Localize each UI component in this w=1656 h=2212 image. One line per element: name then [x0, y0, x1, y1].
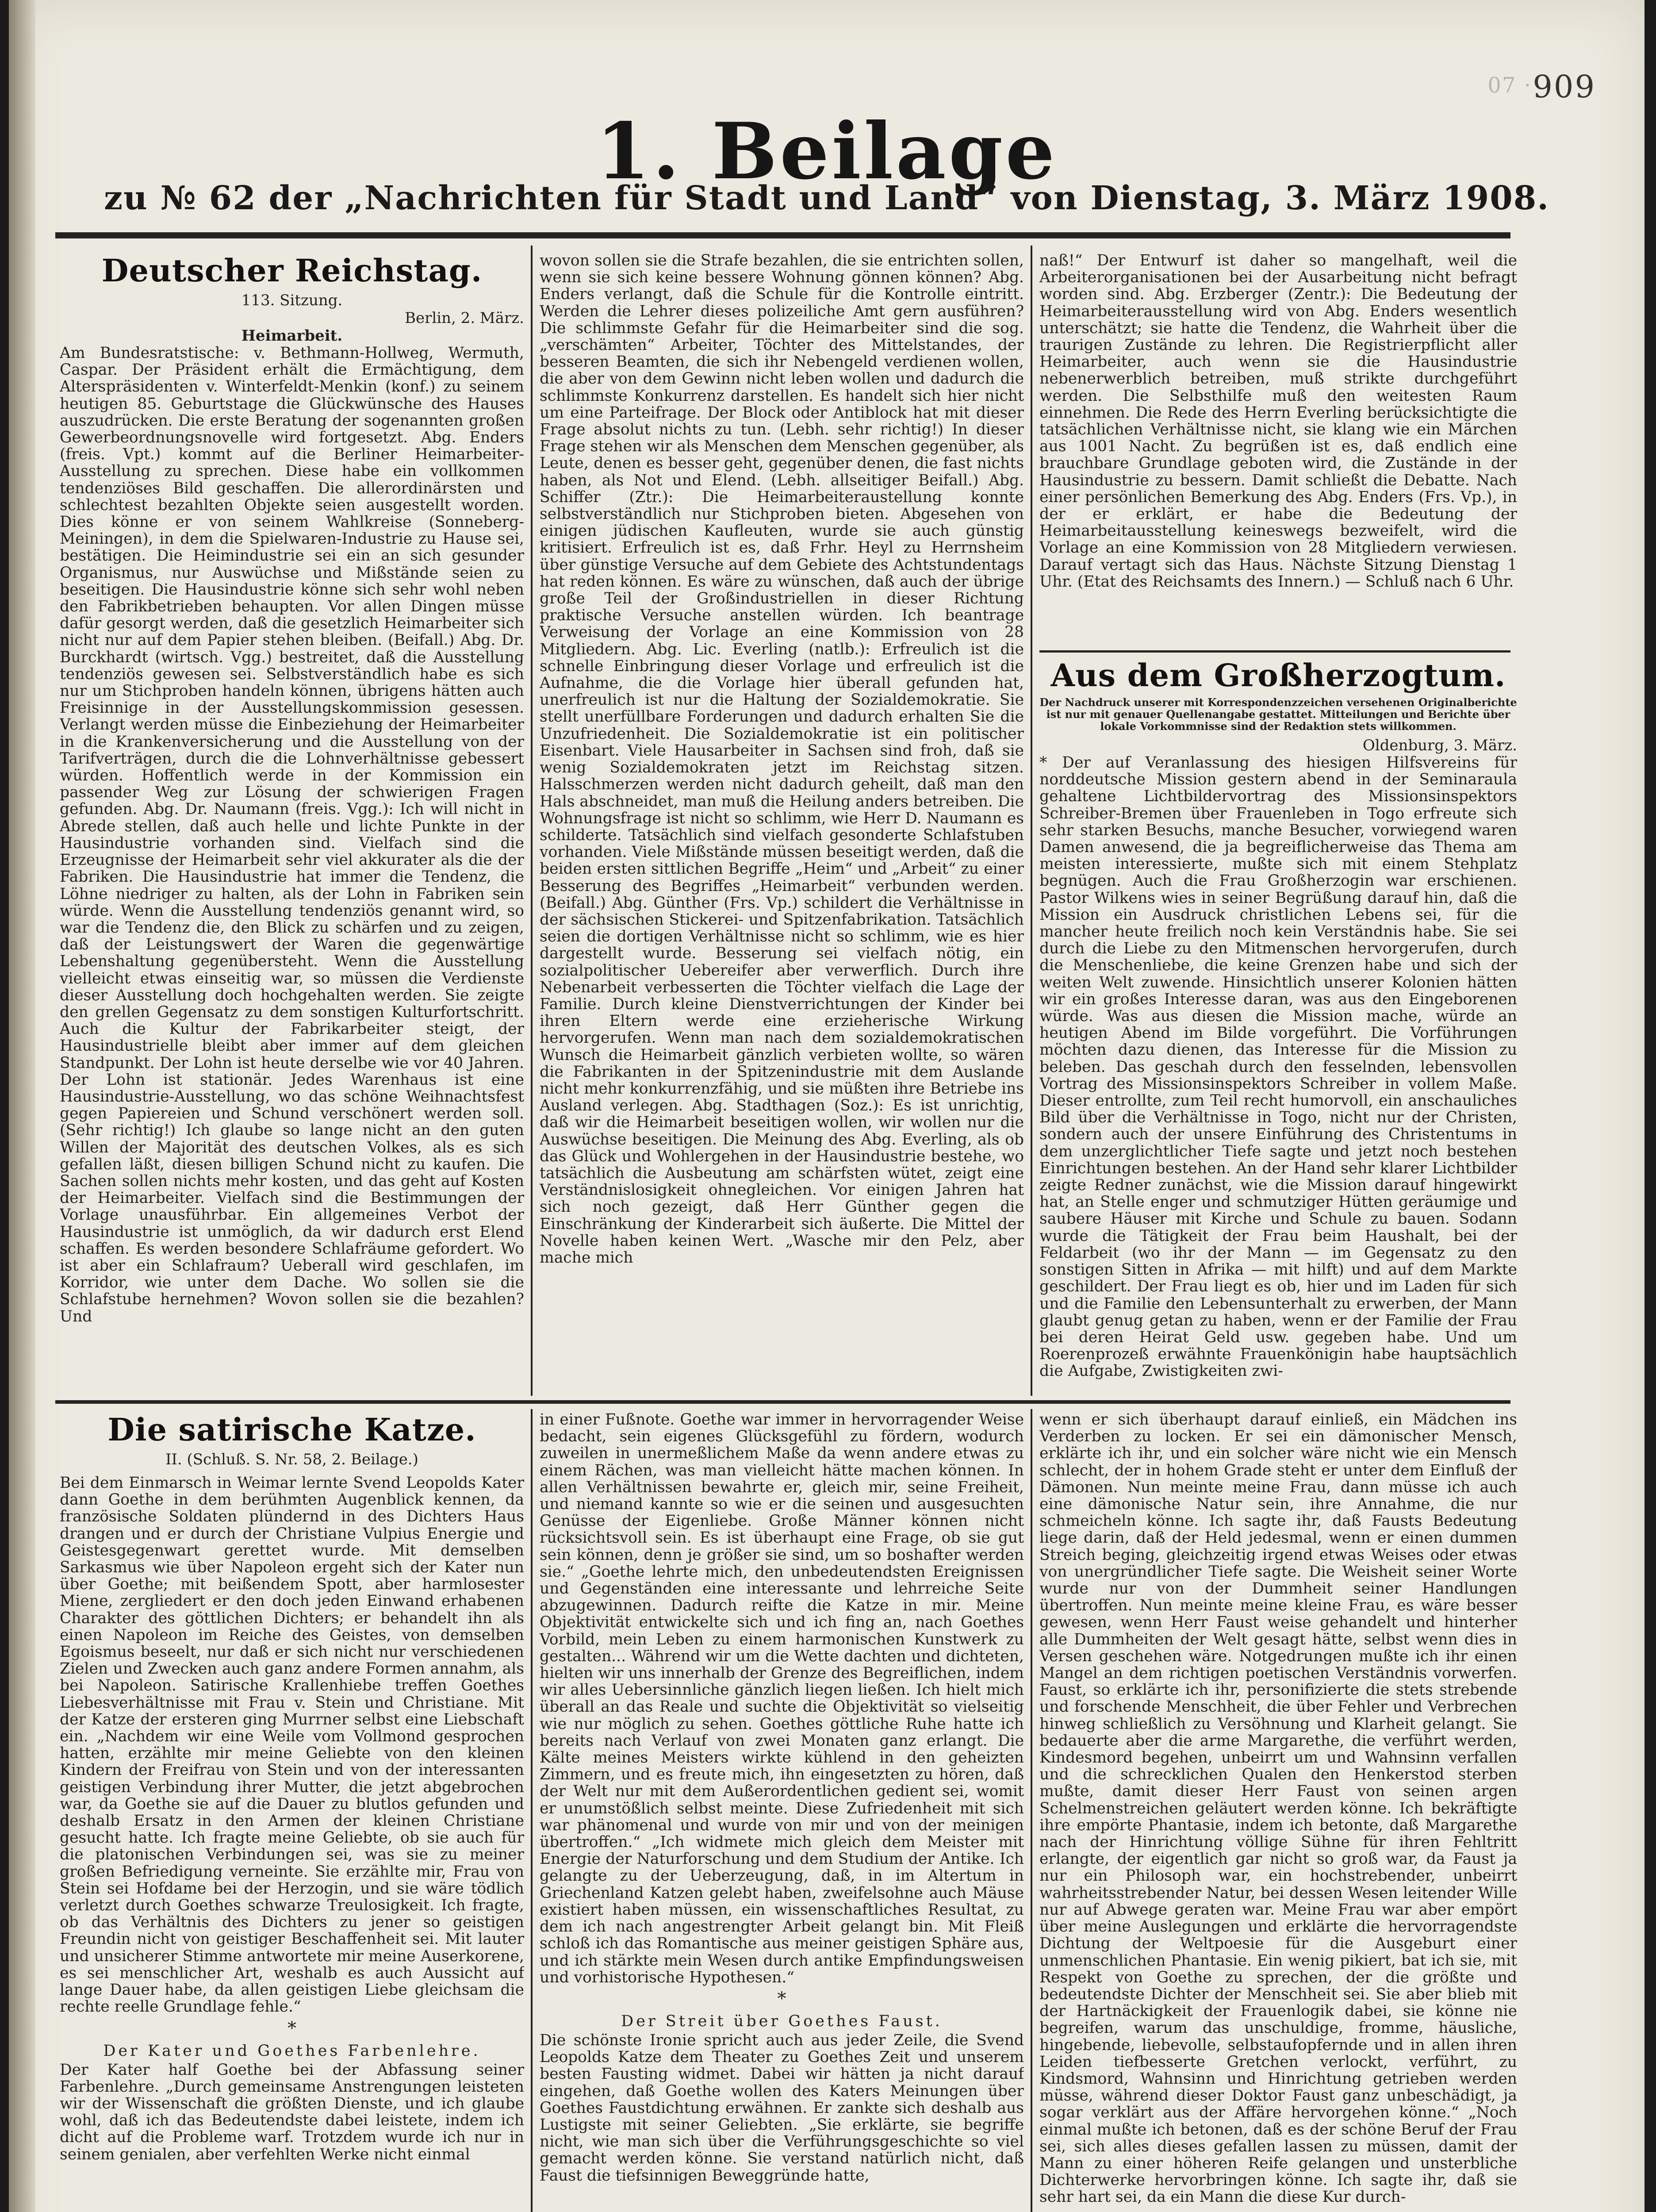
- section-asterisk: *: [288, 2018, 296, 2039]
- column-divider: [1031, 1409, 1032, 2212]
- article-text: Die schönste Ironie spricht auch aus jeder Zeile, die Svend Leopolds Katze dem Theater zu Goethes Zeit und unserem besten Fausting widmet. Dabei wir hätten ja nicht darauf eingehen, daß Goethe wollen des Katers Meinungen über Goethes Faustdichtung erwähnen. Er zankte sich deshalb aus Lustigste mit seiner Geliebten. „Sie erklärte, sie begriffe nicht, wie man sich über die Verführungsgeschichte so viel gemacht werden könne. Sie verstand natürlich nicht, daß Faust die tiefsinnigen Beweggründe hatte,: [540, 2031, 1024, 2185]
- session-label: 113. Sitzung.: [241, 292, 343, 309]
- supplement-title: 1. Beilage: [596, 106, 1058, 197]
- article-text: naß!“ Der Entwurf ist daher so mangelhaft, weil die Arbeiterorganisationen bei der Ausarbeitung nicht befragt worden sind. Abg. Erzberger (Zentr.): Die Bedeutung der Heimarbeiterausstellung wird von Abg. Enders wesentlich unterschätzt; sie hatte die Tendenz, die Wahrheit über die traurigen Zustände zu lehren. Die Registrierpflicht aller Heimarbeiter, auch wenn sie die Hausindustrie nebenerwerblich betreiben, muß strikte durchgeführt werden. Die Selbsthilfe muß den weitesten Raum einnehmen. Die Rede des Herrn Everling berücksichtigte die tatsächlichen Verhältnisse nicht, sie klang wie ein Märchen aus 1001 Nacht. Zu begrüßen ist es, daß endlich eine brauchbare Grundlage geboten wird, die Zustände in der Hausindustrie zu bessern. Damit schließt die Debatte. Nach einer persönlichen Bemerkung des Abg. Enders (Frs. Vp.), in der er erklärt, er habe die Bedeutung der Heimarbeitausstellung keineswegs bezweifelt, wird die Vorlage an eine Kommission von 28 Mitgliedern verwiesen. Darauf vertagt sich das Haus. Nächste Sitzung Dienstag 1 Uhr. (Etat des Reichsamts des Innern.) — Schluß nach 6 Uhr.: [1039, 252, 1517, 591]
- subheading: Der Streit über Goethes Faust.: [621, 2012, 943, 2030]
- article-text: wovon sollen sie die Strafe bezahlen, die sie entrichten sollen, wenn sie sich keine bessere Wohnung gönnen können? Abg. Enders verlangt, daß die Schule für die Kontrolle eintritt. Werden die Lehrer dieses polizeiliche Amt gern ausführen? Die schlimmste Gefahr für die Heimarbeiter sind die sog. „verschämten“ Arbeiter, Töchter des Mittelstandes, der besseren Beamten, die sich ihr Nebengeld verdienen wollen, die aber von dem Gewinn nicht leben wollen und dadurch die schlimmste Konkurrenz darstellen. Es handelt sich hier nicht um eine Parteifrage. Der Block oder Antiblock hat mit dieser Frage absolut nichts zu tun. (Lebh. sehr richtig!) In dieser Frage stehen wir als Menschen dem Menschen gegenüber, als Leute, denen es besser geht, gegenüber denen, die fast nichts haben, als Not und Elend. (Lebh. allseitiger Beifall.) Abg. Schiffer (Ztr.): Die Heimarbeiteraustellung konnte selbstverständlich nur Stichproben bieten. Abgesehen von einigen jüdischen Kaufleuten, wurde sie auch günstig kritisiert. Erfreulich ist es, daß Frhr. Heyl zu Herrnsheim über günstige Versuche auf dem Gebiete des Achtstundentags hat reden können. Es wäre zu wünschen, daß auch der übrige große Teil der Großindustriellen in dieser Richtung praktische Versuche anstellen würden. Ich beantrage Verweisung der Vorlage an eine Kommission von 28 Mitgliedern. Abg. Lic. Everling (natlb.): Erfreulich ist die schnelle Einbringung dieser Vorlage und erfreulich ist die Aufnahme, die die Vorlage hier überall gefunden hat, unerfreulich ist nur die Haltung der Sozialdemokratie. Sie stellt unerfüllbare Forderungen und dadurch erhalten Sie die Unzufriedenheit. Die Sozialdemokratie ist ein politischer Eisenbart. Viele Hausarbeiter in Sachsen sind froh, daß sie wenig Sozialdemokraten jetzt im Reichstag sitzen. Halsschmerzen werden nicht dadurch geheilt, daß man den Hals abschneidet, man muß die Heilung anders betreiben. Die Wohnungsfrage ist nicht so schlimm, wie Herr D. Naumann es schilderte. Tatsächlich sind vielfach gesonderte Schlafstuben vorhanden. Viele Mißstände müssen beseitigt werden, daß die beiden ersten sittlichen Begriffe „Heim“ und „Arbeit“ zu einer Besserung des Begriffes „Heimarbeit“ verbunden werden. (Beifall.) Abg. Günther (Frs. Vp.) schildert die Verhältnisse in der sächsischen Stickerei- und Spitzenfabrikation. Tatsächlich seien die dortigen Verhältnisse nicht so schlimm, wie es hier dargestellt wurde. Besserung sei vielfach nötig, ein sozialpolitischer Uebereifer aber verwerflich. Durch ihre Nebenarbeit verbesserten die Töchter vielfach die Lage der Familie. Durch kleine Dienstverrichtungen der Kinder bei ihren Eltern werde eine erzieherische Wirkung hervorgerufen. Wenn man nach dem sozialdemokratischen Wunsch die Heimarbeit gänzlich verbieten wollte, so wären die Fabrikanten in der Spitzenindustrie mit dem Auslande nicht mehr konkurrenzfähig, und sie müßten ihre Betriebe ins Ausland verlegen. Abg. Stadthagen (Soz.): Es ist unrichtig, daß wir die Heimarbeit beseitigen wollen, wir wollen nur die Auswüchse beseitigen. Die Meinung des Abg. Everling, als ob das Glück und Wohlergehen in der Hausindustrie bestehe, wo tatsächlich die Ausbeutung am schärfsten wütet, zeigt eine Verständnislosigkeit ohnegleichen. Vor einigen Jahren hat sich noch gezeigt, daß Herr Günther gegen die Einschränkung der Kinderarbeit sich äußerte. Die Mittel der Novelle haben keinen Wert. „Wasche mir den Pelz, aber mache mich: [540, 252, 1024, 1267]
- subheading: Der Kater und Goethes Farbenlehre.: [103, 2042, 481, 2060]
- column-divider: [531, 246, 533, 1396]
- katze-column-2: [540, 1411, 1024, 2212]
- katze-column-1: [60, 1411, 524, 2212]
- archive-stamp: 07 ·: [1487, 73, 1532, 98]
- supplement-subtitle: zu № 62 der „Nachrichten für Stadt und Land“ von Dienstag, 3. März 1908.: [104, 179, 1549, 217]
- page-number: 909: [1533, 69, 1596, 105]
- grossherzogtum-column: [1039, 657, 1517, 1389]
- section-asterisk: *: [777, 1988, 786, 2009]
- article-text: Bei dem Einmarsch in Weimar lernte Svend Leopolds Kater dann Goethe in dem berühmten Augenblick kennen, da französische Soldaten plündernd in des Dichters Haus drangen und er durch der Christiane Vulpius Energie und Geistesgegenwart gerettet wurde. Mit demselben Sarkasmus wie über Napoleon ergeht sich der Kater nun über Goethe; mit beißendem Spott, aber harmlosester Miene, zergliedert er den doch jeden Einwand erhabenen Charakter des göttlichen Dichters; er behandelt ihn als einen Napoleon im Reiche des Geistes, von demselben Egoismus beseelt, nur daß er sich nicht nur verschiedenen Zielen und Zwecken auch ganz andere Formen annahm, als bei Napoleon. Satirische Krallenhiebe treffen Goethes Liebesverhältnisse mit Frau v. Stein und Christiane. Mit der Katze der ersteren ging Murrner selbst eine Liebschaft ein. „Nachdem wir eine Weile vom Vollmond gesprochen hatten, erzählte mir meine Geliebte von den kleinen Kindern der Freifrau von Stein und von der interessanten geistigen Verbindung ihrer Mutter, die jetzt abgebrochen war, da Goethe sie auf die Dauer zu blutlos gefunden und deshalb Ersatz in den Armen der kleinen Christiane gesucht hatte. Ich fragte meine Geliebte, ob sie auch für die platonischen Verbindungen sei, was sie zu meiner großen Befriedigung verneinte. Sie erzählte mir, Frau von Stein sei Hofdame bei der Herzogin, und sie wäre tödlich verletzt durch Goethes schwarze Treulosigkeit. Ich fragte, ob das Verhältnis des Dichters zu jener so geistigen Freundin nicht von geistiger Beschaffenheit sei. Mit lauter und unsicherer Stimme antwortete mir meine Auserkorene, es sei menschlicher Art, weshalb es auch Aussicht auf lange Dauer habe, da allen geistigen Liebe gleichsam die rechte reelle Grundlage fehle.“: [60, 1474, 524, 2016]
- grossherzogtum-heading: Aus dem Großherzogtum.: [1050, 657, 1506, 694]
- reichstag-column-1: [60, 252, 524, 1389]
- reichstag-heading: Deutscher Reichstag.: [101, 252, 483, 289]
- column-divider: [1031, 246, 1032, 1396]
- article-text: in einer Fußnote. Goethe war immer in hervorragender Weise bedacht, sein eigenes Glücksgefühl zu fördern, wodurch zuweilen in unermeßlichem Maße da wenn andere etwas zu einem Rächen, was man vielleicht hätte machen können. In allen Verhältnissen bewahrte er, gleich mir, seine Freiheit, und niemand kannte so wie er die seinen und ausgesuchten Genüsse der Eigenliebe. Große Männer können nicht rücksichtsvoll sein. Es ist überhaupt eine Frage, ob sie gut sein können, denn je größer sie sind, um so boshafter werden sie.“ „Goethe lehrte mich, den unbedeutendsten Ereignissen und Gegenständen eine interessante und lehrreiche Seite abzugewinnen. Dadurch reifte die Katze in mir. Meine Objektivität entwickelte sich und ich fing an, nach Goethes Vorbild, mein Leben zu einem harmonischen Kunstwerk zu gestalten... Während wir um die Wette dachten und dichteten, hielten wir uns innerhalb der Grenze des Begreiflichen, indem wir alles Uebersinnliche gänzlich liegen ließen. Ich hielt mich überall an das Reale und suchte die Objektivität so vielseitig wie nur möglich zu sehen. Goethes göttliche Ruhe hatte ich bereits nach Verlauf von zwei Monaten ganz erlangt. Die Kälte meines Meisters wirkte kühlend in den geheizten Zimmern, und es freute mich, ihn eingesetzten zu hören, daß der Welt nur mit dem Außerordentlichen gedient sei, womit er unumstößlich selbst meinte. Diese Zufriedenheit mit sich war phänomenal und wurde von mir und von der meinigen übertroffen.“ „Ich widmete mich gleich dem Meister mit Energie der Naturforschung und dem Studium der Antike. Ich gelangte zu der Ueberzeugung, daß, in im Altertum in Griechenland Katzen gelebt haben, zweifelsohne auch Mäuse existiert haben müssen, ein wissenschaftliches Resultat, zu dem ich nach angestrengter Arbeit gelangt bin. Mit Fleiß schloß ich das Romantische aus meiner geistigen Sphäre aus, und ich stärkte mein Wesen durch antike Empfindungsweisen und vorhistorische Hypothesen.“: [540, 1411, 1024, 1986]
- dateline: Berlin, 2. März.: [405, 309, 524, 327]
- article-text: Am Bundesratstische: v. Bethmann-Hollweg, Wermuth, Caspar. Der Präsident erhält die Ermächtigung, dem Alterspräsidenten v. Winterfeldt-Menkin (konf.) zu seinem heutigen 85. Geburtstage die Glückwünsche des Hauses auszudrücken. Die erste Beratung der sogenannten großen Gewerbeordnungsnovelle wird fortgesetzt. Abg. Enders (freis. Vpt.) kommt auf die Berliner Heimarbeiter-Ausstellung zu sprechen. Diese habe ein vollkommen tendenziöses Bild geschaffen. Die allerordinärsten und schlechtest bezahlten Objekte seien ausgestellt worden. Dies könne er von seinem Wahlkreise (Sonneberg-Meiningen), in dem die Spielwaren-Industrie zu Hause sei, bestätigen. Die Heimindustrie sei ein an sich gesunder Organismus, nur Auswüchse und Mißstände seien zu beseitigen. Die Hausindustrie könne sich sehr wohl neben den Fabrikbetrieben behaupten. Vor allen Dingen müsse dafür gesorgt werden, daß die gesetzlich Heimarbeiter sich nicht nur auf dem Papier stehen bleiben. (Beifall.) Abg. Dr. Burckhardt (wirtsch. Vgg.) bestreitet, daß die Ausstellung tendenziös gewesen sei. Selbstverständlich habe es sich nur um Stichproben handeln können, übrigens hätten auch Freisinnige in der Ausstellungskommission gesessen. Verlangt werden müsse die Einbeziehung der Heimarbeiter in die Krankenversicherung und die Ausstellung von der Tarifverträgen, durch die die Lohnverhältnisse gebessert würden. Hoffentlich werde in der Kommission ein passender Weg zur Lösung der schwierigen Fragen gefunden. Abg. Dr. Naumann (freis. Vgg.): Ich will nicht in Abrede stellen, daß auch helle und lichte Punkte in der Hausindustrie vorhanden sind. Vielfach sind die Erzeugnisse der Heimarbeit sehr viel akkurater als die der Fabriken. Die Hausindustrie hat immer die Tendenz, die Löhne niedriger zu halten, als der Lohn in Fabriken sein würde. Wenn die Ausstellung tendenziös genannt wird, so war die Tendenz die, den Blick zu schärfen und zu zeigen, daß der Leistungswert der Waren die gegenwärtige Lebenshaltung gegenübersteht. Wenn die Ausstellung vielleicht etwas einseitig war, so müssen die Verdienste dieser Ausstellung doch hochgehalten werden. Sie zeigte den grellen Gegensatz zu dem sonstigen Kulturfortschritt. Auch die Kultur der Fabrikarbeiter steigt, der Hausindustrielle bleibt aber immer auf dem gleichen Standpunkt. Der Lohn ist heute derselbe wie vor 40 Jahren. Der Lohn ist stationär. Jedes Warenhaus ist eine Hausindustrie-Ausstellung, wo das schöne Weihnachtsfest gegen Papiereien und Schund verschönert werden soll. (Sehr richtig!) Ich glaube so lange nicht an den guten Willen der Majorität des deutschen Volkes, als es sich gefallen läßt, diesen billigen Schund nicht zu kaufen. Die Sachen sollen nichts mehr kosten, und das geht auf Kosten der Heimarbeiter. Vielfach sind die Bestimmungen der Vorlage unausführbar. Ein allgemeines Verbot der Hausindustrie ist unmöglich, da wir dadurch erst Elend schaffen. Es werden besondere Schlafräume gefordert. Wo ist aber ein Schlafraum? Ueberall wird geschlafen, im Korridor, wie unter dem Dache. Wo sollen sie die Schlafstube hernehmen? Wovon sollen sie die bezahlen? Und: [60, 344, 524, 1325]
- page-binding-edge: [9, 0, 35, 2212]
- article-text: wenn er sich überhaupt darauf einließ, ein Mädchen ins Verderben zu locken. Er sei ein dämonischer Mensch, erklärte ich ihr, und ein solcher wäre nicht wie ein Mensch schlecht, der in hohem Grade steht er unter dem Einfluß der Dämonen. Nun meinte meine Frau, dann müsse ich auch eine dämonische Natur sein, ihre Annahme, die nur schmeicheln könne. Ich sagte ihr, daß Fausts Bedeutung liege darin, daß der Held jedesmal, wenn er einen dummen Streich beging, gleichzeitig irgend etwas Weises oder etwas von unergründlicher Tiefe sagte. Die Weisheit seiner Worte wurde nur von der Dummheit seiner Handlungen übertroffen. Nun meinte meine kleine Frau, es wäre besser gewesen, wenn Herr Faust weise gehandelt und hinterher alle Dummheiten der Welt gesagt hätte, selbst wenn dies in Versen geschehen wäre. Notgedrungen mußte ich ihr einen Mangel an dem richtigen poetischen Verständnis vorwerfen. Faust, so erklärte ich ihr, personifizierte die stets strebende und forschende Menschheit, die über Fehler und Verbrechen hinweg schließlich zu Versöhnung und Klarheit gelangt. Sie bedauerte aber die arme Margarethe, die verführt werden, Kindesmord begehen, unbeirrt um und Wahnsinn verfallen und die schrecklichen Qualen den Henkerstod sterben mußte, damit dieser Herr Faust von seinen argen Schelmenstreichen geläutert werden könne. Ich bekräftigte ihre empörte Phantasie, indem ich betonte, daß Margarethe nach der Hinrichtung völlige Sühne für ihren Fehltritt erlangte, der eigentlich gar nicht so groß war, da Faust ja nur ein Philosoph war, ein hochstrebender, unbeirrt wahrheitsstrebender Natur, bei dessen Wesen leitender Wille nur auf Abwege geraten war. Meine Frau war aber empört über meine Auslegungen und erklärte die hervorragendste Dichtung der Weltpoesie für die Ausgeburt einer unmenschlichen Phantasie. Ein wenig pikiert, bat ich sie, mit Respekt von Goethe zu sprechen, der die größte und bedeutendste Dichter der Menschheit sei. Sie aber blieb mit der Hartnäckigkeit der Frauenlogik dabei, sie könne nie begreifen, warum das unschuldige, fromme, häusliche, hingebende, liebevolle, selbstaufopfernde und in allen ihren Leiden tiefbesserte Gretchen verlockt, verführt, zu Kindsmord, Wahnsinn und Hinrichtung getrieben werden müsse, während dieser Doktor Faust ganz unbeschädigt, ja sogar verklärt aus der Affäre hervorgehen könne.“ „Noch einmal mußte ich betonen, daß es der schöne Beruf der Frau sei, sich alles dieses gefallen lassen zu müssen, damit der Mann zu einer höheren Reife gelangen und unsterbliche Dichterwerke hervorbringen könne. Ich sagte ihr, daß sie sehr hart sei, da ein Mann die diese Kur durch-: [1039, 1411, 1517, 2206]
- reprint-note: Der Nachdruck unserer mit Korrespondenzzeichen versehenen Originalberichte ist nur mit genauer Quellenangabe gestattet. Mitteilungen und Berichte über lokale Vorkommnisse sind der Redaktion stets willkommen.: [1039, 696, 1517, 733]
- reichstag-column-2: [540, 252, 1024, 1389]
- section-rule: [55, 1400, 1510, 1404]
- article-text: Der Kater half Goethe bei der Abfassung seiner Farbenlehre. „Durch gemeinsame Anstrengungen leisteten wir der Wissenschaft die größten Dienste, und ich glaube wohl, daß ich das Bedeutendste dabei leistete, indem ich dicht auf die Probleme warf. Trotzdem wurde ich nur in seinem genialen, aber verfehlten Werke nicht einmal: [60, 2061, 524, 2163]
- column-divider: [531, 1409, 533, 2212]
- dateline: Oldenburg, 3. März.: [1362, 737, 1517, 754]
- katze-column-3: [1039, 1411, 1517, 2212]
- section-rule: [1039, 650, 1510, 653]
- header-rule: [55, 232, 1510, 238]
- part-label: II. (Schluß. S. Nr. 58, 2. Beilage.): [165, 1451, 418, 1468]
- reichstag-column-3: [1039, 252, 1517, 650]
- katze-heading: Die satirische Katze.: [107, 1411, 476, 1448]
- newspaper-page: [9, 0, 1644, 2212]
- topic-label: Heimarbeit.: [241, 327, 343, 345]
- article-text: * Der auf Veranlassung des hiesigen Hilfsvereins für norddeutsche Mission gestern abend in der Seminaraula gehaltene Lichtbildervortrag des Missionsinspektors Schreiber-Bremen über Frauenleben in Togo erfreute sich sehr starken Besuchs, manche Besucher, vorwiegend waren Damen anwesend, die ja begreiflicherweise das Thema am meisten interessierte, mußte sich mit einem Stehplatz begnügen. Auch die Frau Großherzogin war erschienen. Pastor Wilkens wies in seiner Begrüßung darauf hin, daß die Mission ein Ausdruck christlichen Lebens sei, für die mancher heute freilich noch kein Verständnis habe. Sie sei durch die Liebe zu den Mitmenschen hervorgerufen, durch die Menschenliebe, die keine Grenzen habe und sich der weiten Welt zuwende. Hinsichtlich unserer Kolonien hätten wir ein großes Interesse daran, was aus den Eingeborenen würde. Was aus diesen die Mission mache, würde an heutigen Abend im Bilde vorgeführt. Die Vorführungen möchten dazu dienen, das Interesse für die Mission zu beleben. Das geschah durch den fesselnden, lebensvollen Vortrag des Missionsinspektors Schreiber in vollem Maße. Dieser entrollte, zum Teil recht humorvoll, ein anschauliches Bild über die Verhältnisse in Togo, nicht nur der Christen, sondern auch der unsere Einführung des Christentums in dem unzerglichtlicher Tiefe sagte und jetzt noch bestehen Einrichtungen bestehen. An der Hand sehr klarer Lichtbilder zeigte Redner zunächst, wie die Mission darauf hingewirkt hat, an Stelle enger und schmutziger Hütten geräumige und saubere Häuser mit Kirche und Schule zu bauen. Sodann wurde die Tätigkeit der Frau beim Haushalt, bei der Feldarbeit (wo ihr der Mann — im Gegensatz zu den sonstigen Sitten in Afrika — mit hilft) und auf dem Markte geschildert. Der Frau liegt es ob, hier und im Laden für sich und die Familie den Lebensunterhalt zu erwerben, der Mann glaubt genug getan zu haben, wenn er der Familie der Frau bei deren Heirat Geld usw. gegeben habe. Und um Roerenprozeß erwähnte Frauenkönigin habe hauptsächlich die Aufgabe, Zwistigkeiten zwi-: [1039, 754, 1517, 1380]
